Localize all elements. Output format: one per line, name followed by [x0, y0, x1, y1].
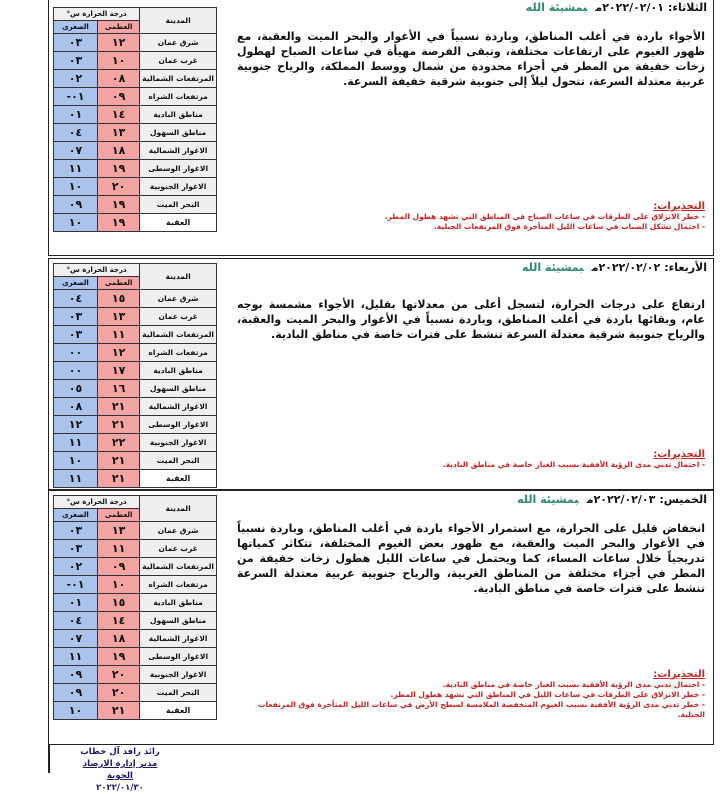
min-temp: ٠٣ — [54, 522, 98, 540]
min-temp: ٠٣ — [54, 326, 98, 344]
signature-name: رائد رافد آل خطاب — [80, 747, 160, 757]
warnings — [235, 669, 705, 720]
forecast-text: الأجواء باردة في أغلب المناطق، وباردة نسبياً في الأغوار والبحر الميت والعقبة، مع ظهور الغيوم على ارتفاعات مختلفة، وتبقى الفرصة مهيأة في ساعات الصباح لهطول زخات خفيفة من المطر في أجزاء محدودة من شمال ووسط المملكة، والرياح جنوبية غربية معتدلة السرعة، تتحول ليلاً إلى جنوبية شرقية خفيفة السرعة. — [237, 30, 705, 88]
min-header: الصغرى — [54, 277, 98, 290]
table-row — [54, 214, 217, 232]
min-temp: ٠٩ — [54, 666, 98, 684]
city-name: الاغوار الجنوبية — [140, 178, 217, 196]
city-name: شرق عمان — [140, 290, 217, 308]
city-name: مرتفعات الشراه — [140, 344, 217, 362]
table-row — [54, 452, 217, 470]
min-temp: ١١ — [54, 648, 98, 666]
city-name: الاغوار الوسطى — [140, 160, 217, 178]
min-temp: ٠٢ — [54, 70, 98, 88]
city-name: غرب عمان — [140, 308, 217, 326]
min-temp: ٠١- — [54, 576, 98, 594]
table-row — [54, 326, 217, 344]
day-heading — [517, 493, 707, 506]
max-temp: ١٩ — [98, 160, 140, 178]
min-temp: ٠٠ — [54, 344, 98, 362]
table-row — [54, 434, 217, 452]
min-temp: ٠٣ — [54, 308, 98, 326]
city-name: مناطق البادية — [140, 106, 217, 124]
max-temp: ١١ — [98, 326, 140, 344]
temp-header: درجة الحرارة س° — [54, 496, 140, 509]
table-row — [54, 362, 217, 380]
min-temp: ٠١ — [54, 106, 98, 124]
max-temp: ١٢ — [98, 34, 140, 52]
city-header: المدينة — [140, 8, 217, 34]
table-row — [54, 684, 217, 702]
max-temp: ١٤ — [98, 106, 140, 124]
day-date: ٢٠٢٢/٠٢/٠١م — [595, 1, 664, 14]
min-temp: ١١ — [54, 160, 98, 178]
min-temp: ٠١- — [54, 88, 98, 106]
max-temp: ٢١ — [98, 398, 140, 416]
day-block-tuesday — [48, 0, 714, 256]
forecast-text: ارتفاع على درجات الحرارة، لتسجل أعلى من معدلاتها بقليل، الأجواء مشمسة بوجه عام، وبقائها باردة في أغلب المناطق، وباردة نسبياً في الأغوار والبحر الميت والعقبة، والرياح جنوبية شرقية معتدلة السرعة تنشط على فترات خاصة في مناطق البادية. — [237, 298, 705, 341]
city-name: الاغوار الشمالية — [140, 630, 217, 648]
table-row — [54, 630, 217, 648]
temp-header: درجة الحرارة س° — [54, 264, 140, 277]
table-row — [54, 196, 217, 214]
max-temp: ٠٩ — [98, 558, 140, 576]
city-name: مناطق البادية — [140, 594, 217, 612]
day-label: الخميس: — [659, 493, 707, 506]
signature — [72, 746, 168, 794]
min-temp: ١٢ — [54, 416, 98, 434]
max-temp: ٢٠ — [98, 666, 140, 684]
city-name: البحر الميت — [140, 196, 217, 214]
table-row — [54, 522, 217, 540]
table-row — [54, 344, 217, 362]
max-temp: ١٣ — [98, 522, 140, 540]
day-date: ٢٠٢٢/٠٢/٠٢م — [591, 261, 661, 274]
city-name: الاغوار الوسطى — [140, 648, 217, 666]
max-temp: ١٢ — [98, 344, 140, 362]
min-temp: ٠٩ — [54, 196, 98, 214]
max-header: العظمى — [98, 509, 140, 522]
warnings-title: التحذيرات: — [653, 669, 705, 680]
warnings-title: التحذيرات: — [653, 201, 705, 212]
table-row — [54, 308, 217, 326]
min-temp: ٠١ — [54, 594, 98, 612]
temperature-table — [53, 495, 217, 720]
max-temp: ٢١ — [98, 452, 140, 470]
max-temp: ١٧ — [98, 362, 140, 380]
table-row — [54, 160, 217, 178]
max-temp: ١٤ — [98, 612, 140, 630]
min-temp: ٠٣ — [54, 52, 98, 70]
table-row — [54, 558, 217, 576]
max-temp: ١٦ — [98, 380, 140, 398]
table-row — [54, 702, 217, 720]
forecast-sheet — [48, 0, 714, 745]
city-name: مرتفعات الشراه — [140, 88, 217, 106]
min-temp: ٠٨ — [54, 398, 98, 416]
city-name: مناطق السهول — [140, 124, 217, 142]
temperature-table — [53, 7, 217, 232]
max-temp: ١١ — [98, 540, 140, 558]
max-temp: ١٩ — [98, 648, 140, 666]
max-temp: ١٨ — [98, 630, 140, 648]
min-temp: ١٠ — [54, 452, 98, 470]
min-temp: ٠٣ — [54, 540, 98, 558]
city-name: البحر الميت — [140, 684, 217, 702]
city-name: العقبة — [140, 214, 217, 232]
warnings — [235, 201, 705, 232]
table-row — [54, 540, 217, 558]
city-name: الاغوار الجنوبية — [140, 434, 217, 452]
table-row — [54, 398, 217, 416]
temp-header: درجة الحرارة س° — [54, 8, 140, 21]
day-label: الثلاثاء: — [667, 1, 707, 14]
table-row — [54, 470, 217, 488]
min-temp: ٠٩ — [54, 684, 98, 702]
city-name: شرق عمان — [140, 34, 217, 52]
city-name: مرتفعات الشراه — [140, 576, 217, 594]
table-row — [54, 576, 217, 594]
city-header: المدينة — [140, 264, 217, 290]
day-date: ٢٠٢٢/٠٢/٠٣م — [586, 493, 656, 506]
city-name: البحر الميت — [140, 452, 217, 470]
city-name: غرب عمان — [140, 540, 217, 558]
max-temp: ١٠ — [98, 576, 140, 594]
table-row — [54, 52, 217, 70]
day-label: الأربعاء: — [664, 261, 707, 274]
day-heading — [526, 1, 707, 14]
table-row — [54, 34, 217, 52]
table-row — [54, 666, 217, 684]
min-temp: ١١ — [54, 434, 98, 452]
min-temp: ١٠ — [54, 214, 98, 232]
city-name: مناطق السهول — [140, 612, 217, 630]
day-by: بمشيئة الله — [525, 1, 588, 14]
max-temp: ١٣ — [98, 124, 140, 142]
warning-item: - احتمال تشكل الضباب في ساعات الليل المتأخرة فوق المرتفعات الجبلية. — [433, 222, 705, 231]
warnings-title: التحذيرات: — [653, 449, 705, 460]
min-temp: ١١ — [54, 470, 98, 488]
city-name: مناطق البادية — [140, 362, 217, 380]
city-name: الاغوار الجنوبية — [140, 666, 217, 684]
city-name: العقبة — [140, 470, 217, 488]
day-heading — [522, 261, 707, 274]
warning-item: - خطر الانزلاق على الطرقات في ساعات الصباح في المناطق التي تشهد هطول المطر. — [384, 212, 705, 221]
page-border — [48, 745, 50, 773]
min-temp: ١٠ — [54, 178, 98, 196]
table-row — [54, 416, 217, 434]
city-name: المرتفعات الشمالية — [140, 70, 217, 88]
max-temp: ١٥ — [98, 594, 140, 612]
min-temp: ٠٧ — [54, 142, 98, 160]
table-row — [54, 88, 217, 106]
day-block-thursday — [48, 490, 714, 745]
min-header: الصغرى — [54, 509, 98, 522]
min-temp: ٠٢ — [54, 558, 98, 576]
table-row — [54, 106, 217, 124]
city-name: الاغوار الشمالية — [140, 142, 217, 160]
max-temp: ٢١ — [98, 702, 140, 720]
min-temp: ٠٤ — [54, 612, 98, 630]
min-temp: ٠٤ — [54, 290, 98, 308]
warnings — [235, 449, 705, 470]
day-block-wednesday — [48, 258, 714, 490]
max-temp: ١٩ — [98, 196, 140, 214]
table-row — [54, 648, 217, 666]
city-header: المدينة — [140, 496, 217, 522]
min-temp: ٠٧ — [54, 630, 98, 648]
city-name: المرتفعات الشمالية — [140, 558, 217, 576]
day-by: بمشيئة الله — [517, 493, 579, 506]
table-row — [54, 380, 217, 398]
max-temp: ١٣ — [98, 308, 140, 326]
max-temp: ٢٠ — [98, 178, 140, 196]
max-temp: ٢٢ — [98, 434, 140, 452]
min-header: الصغرى — [54, 21, 98, 34]
table-row — [54, 612, 217, 630]
max-temp: ١٠ — [98, 52, 140, 70]
min-temp: ٠٠ — [54, 362, 98, 380]
warning-item: - احتمال تدني مدى الرؤية الأفقية بسبب الغبار خاصة في مناطق البادية. — [442, 460, 705, 469]
city-name: شرق عمان — [140, 522, 217, 540]
table-row — [54, 142, 217, 160]
max-header: العظمى — [98, 277, 140, 290]
signature-title: مدير إدارة الارصاد الجوية — [82, 759, 158, 781]
city-name: الاغوار الوسطى — [140, 416, 217, 434]
table-row — [54, 178, 217, 196]
warning-item: - احتمال تدني مدى الرؤية الأفقية بسبب الغبار خاصة في مناطق البادية. — [442, 680, 705, 689]
signature-date: ٢٠٢٢/٠١/٣٠ — [96, 783, 144, 793]
warning-item: - خطر الانزلاق على الطرقات في ساعات الليل في المناطق التي تشهد هطول المطر. — [390, 690, 705, 699]
max-temp: ٠٩ — [98, 88, 140, 106]
min-temp: ١٠ — [54, 702, 98, 720]
max-temp: ٠٨ — [98, 70, 140, 88]
city-name: المرتفعات الشمالية — [140, 326, 217, 344]
warning-item: - خطر تدني مدى الرؤية الأفقية بسبب الغيوم المنخفضة الملامسة لسطح الأرض في ساعات الليل المتأخرة فوق المرتفعات الجبلية. — [258, 700, 705, 719]
day-by: بمشيئة الله — [522, 261, 584, 274]
city-name: غرب عمان — [140, 52, 217, 70]
table-row — [54, 594, 217, 612]
max-header: العظمى — [98, 21, 140, 34]
forecast-text: انخفاض قليل على الحرارة، مع استمرار الأجواء باردة في أغلب المناطق، وباردة نسبياً في الأغوار والبحر الميت والعقبة، مع ظهور بعض الغيوم المختلفة، تتكاثر كمياتها تدريجياً خلال ساعات المساء، كما ويحتمل في ساعات الليل هطول زخات خفيفة من المطر في أجزاء مختلفة من المناطق الغربية، والرياح جنوبية غربية معتدلة السرعة تنشط على فترات خاصة في مناطق البادية. — [237, 522, 705, 595]
max-temp: ١٨ — [98, 142, 140, 160]
max-temp: ١٩ — [98, 214, 140, 232]
city-name: العقبة — [140, 702, 217, 720]
min-temp: ٠٤ — [54, 124, 98, 142]
max-temp: ١٥ — [98, 290, 140, 308]
city-name: مناطق السهول — [140, 380, 217, 398]
max-temp: ٢١ — [98, 416, 140, 434]
table-row — [54, 290, 217, 308]
table-row — [54, 70, 217, 88]
min-temp: ٠٣ — [54, 34, 98, 52]
min-temp: ٠٥ — [54, 380, 98, 398]
max-temp: ٢٠ — [98, 684, 140, 702]
temperature-table — [53, 263, 217, 488]
city-name: الاغوار الشمالية — [140, 398, 217, 416]
max-temp: ٢١ — [98, 470, 140, 488]
table-row — [54, 124, 217, 142]
